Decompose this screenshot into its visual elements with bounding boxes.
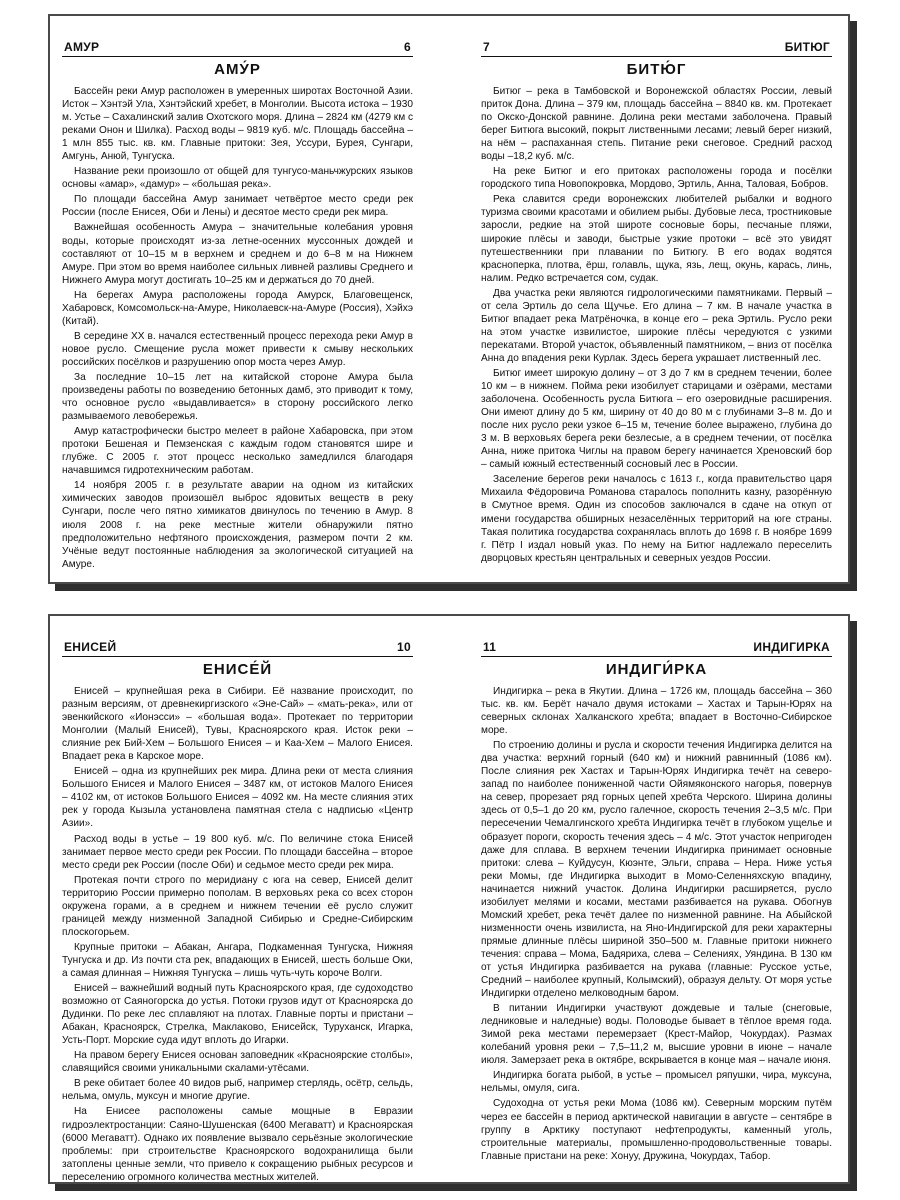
paragraph: На правом берегу Енисея основан заповедник «Красноярские столбы», славящийся своими уникальными скалами-утёсами. [62,1050,413,1075]
paragraph: Крупные притоки – Абакан, Ангара, Подкаменная Тунгуска, Нижняя Тунгуска и др. Из почти ста рек, впадающих в Енисей, шесть больше Оки, а самая длинная – Нижняя Тунгуска – лишь чуть-чуть короче Волги. [62,941,413,979]
article-title: АМУ́Р [214,61,261,78]
page-left [62,40,413,574]
book-spread-bottom [48,614,850,1184]
paragraph: Два участка реки являются гидрологическими памятниками. Первый – от села Эртиль до села Щучье. Его длина – 7 км. В начале участка в Битюг впадает река Матрёночка, в конце его – река Эртиль. Русло реки на этом участке извилистое, широкие плёсы чередуются с узкими перекатами. Второй участок, объявленный памятником, – вниз от посёлка Анна до впадения реки Курлак. Здесь берега украшает лиственный лес. [481,287,832,364]
page-left [62,640,413,1183]
paragraph: Река славится среди воронежских любителей рыбалки и водного туризма своими красотами и обилием рыбы. Дубовые леса, тростниковые заросли, редкие на этой широте сосновые боры, песчаные пляжи, широкие плёсы и заводи, быстрые узкие протоки – всё это увидят путешественники при плавании по Битюгу. В его водах водятся красноперка, плотва, ёрш, голавль, щука, язь, лещ, окунь, карась, линь, налим. Редко встречается сом, судак. [481,194,832,284]
page-number: 11 [483,640,497,654]
paragraph: Битюг имеет широкую долину – от 3 до 7 км в среднем течении, более 10 км – в нижнем. Пойма реки изобилует старицами и озёрами, местами заболочена. Особенность русла Битюга – его озеровидные расширения. Они имеют длину до 5 км, ширину от 40 до 80 м с глубинами 3–8 м. До и после них русло реки узкое 6–15 м, течение более выражено, глубина до 3 м. В верховьях берега реки безлесые, а в среднем течении, от посёлка Анна, ниже притока Чиглы на правом берегу начинается Хреновский бор – самый южный естественный сосновый лес в России. [481,367,832,471]
article-title: ИНДИГИ́РКА [605,661,708,678]
paragraph: На берегах Амура расположены города Амурск, Благовещенск, Хабаровск, Комсомольск-на-Амуре, Николаевск-на-Амуре (Россия), Хэйхэ (Китай). [62,289,413,327]
paragraph: В реке обитает более 40 видов рыб, например стерлядь, осётр, сельдь, нельма, омуль, муксун и многие другие. [62,1078,413,1103]
paragraph: На Енисее расположены самые мощные в Евразии гидроэлектростанции: Саяно-Шушенская (6400 Мегаватт) и Красноярская (6000 Мегаватт). Однако их появление вызвало серьёзные экологические проблемы: при строительстве Красноярского водохранилища были затоплены ценные земли, что привело к сокращению рыбных ресурсов и переселению огромного количества местных жителей. [62,1106,413,1183]
article-body [62,85,413,571]
paragraph: Индигирка – река в Якутии. Длина – 1726 км, площадь бассейна – 360 тыс. кв. км. Берёт начало двумя истоками – Хастах и Тарын-Юрях на северных склонах Халканского хребта; впадает в Восточно-Сибирское море. [481,686,832,737]
paragraph: 14 ноября 2005 г. в результате аварии на одном из китайских химических заводов произошёл выброс ядовитых веществ в реку Сунгари, после чего пятно химикатов двинулось по течению в Амур. 8 июля 2008 г. на реке местные жители обнаружили пятно предположительно нефтяного происхождения, размером почти 2 км. Учёные ведут постоянные наблюдения за экологической ситуацией на Амуре. [62,480,413,570]
page-number: 6 [404,40,411,54]
paragraph: Индигирка богата рыбой, в устье – промысел ряпушки, чира, муксуна, нельмы, омуля, сига. [481,1070,832,1095]
page-number: 7 [483,40,490,54]
book-spread-top [48,14,850,584]
article-body [481,685,832,1163]
paragraph: Битюг – река в Тамбовской и Воронежской областях России, левый приток Дона. Длина – 379 км, площадь бассейна – 8840 кв. км. Протекает по Окско-Донской равнине. Долина реки местами заболочена. Правый берег Битюга высокий, покрыт лиственными лесами; левый берег низкий, на нём – распаханная степь. Питание реки снеговое. Средний расход воды –18,2 куб. м/с. [481,86,832,163]
paragraph: По строению долины и русла и скорости течения Индигирка делится на два участка: верхний горный (640 км) и нижний равнинный (1086 км). После слияния рек Хастах и Тарын-Юрях Индигирка течёт на северо-запад по наиболее пониженной части Ойямяконского нагорья, повернув на север, прорезает ряд горных цепей хребта Черского. Ширина долины здесь от 0,5–1 до 20 км, русло галечное, скорость течения 2–3,5 м/с. При пересечении Чемалгинского хребта Индигирка течёт в глубоком ущелье и образует пороги, скорость течения здесь – 4 м/с. Этот участок непригоден даже для сплава. В верхнем течении Индигирка принимает основные притоки: слева – Куйдусун, Кюэнте, Эльги, справа – Нера. Ниже устья реки Момы, где Индигирка выходит в Момо-Селенняхскую впадину, начинается нижний участок. Долина Индигирки расширяется, русло изобилует мелями и косами, местами разбивается на рукава. Обогнув Момский хребет, река течёт далее по низменной равнине. На Абыйской низменности очень извилиста, на Яно-Индигирской для реки характерны прямые длинные плёсы шириной 350–500 м. Главные притоки нижнего течения: справа – Мома, Бадяриха, слева – Селениях, Уяндина. В 130 км от устья Индигирка разбивается на рукава (главные: Русское устье, Средний – наиболее крупный, Колымский), образуя дельту. От моря устье Индигирки отделено мелководным баром. [481,740,832,1000]
page-number: 10 [397,640,411,654]
paragraph: Протекая почти строго по меридиану с юга на север, Енисей делит территорию России примерно пополам. В верховьях река со всех сторон окружена горами, а в среднем и нижнем течении её русло служит границей между низменной Западной Сибирью и Средне-Сибирским плоскогорьем. [62,874,413,938]
paragraph: Название реки произошло от общей для тунгусо-маньчжурских языков основы «амар», «дамур» – «большая река». [62,166,413,191]
article-title: ЕНИСЕ́Й [202,661,273,678]
article-body [62,685,413,1184]
running-header [481,640,832,657]
running-header [62,640,413,657]
paragraph: Бассейн реки Амур расположен в умеренных широтах Восточной Азии. Исток – Хэнтэй Ула, Хэнтэйский хребет, в Монголии. Высота истока – 1930 м. Устье – Сахалинский залив Охотского моря. Длина – 2824 км (4279 км с реками Онон и Шилка). Расход воды – 9819 куб. м/с. Площадь бассейна – 1 млн 855 тыс. кв. км. Главные притоки: Зея, Уссури, Бурея, Сунгари, Амгунь, Анюй, Тунгуска. [62,86,413,163]
running-header-title: ИНДИГИРКА [753,640,830,654]
paragraph: За последние 10–15 лет на китайской стороне Амура была произведены работы по возведению бетонных дамб, это приводит к тому, что основное русло «выдавливается» в сторону российского легко размываемого левобережья. [62,371,413,423]
page-right [481,40,832,574]
paragraph: Амур катастрофически быстро мелеет в районе Хабаровска, при этом протоки Бешеная и Пемзенская с каждым годом становятся шире и глубже. С 2005 г. этот процесс несколько замедлился благодаря начавшимся гидротехническим работам. [62,426,413,477]
running-header [481,40,832,57]
paragraph: На реке Битюг и его притоках расположены города и посёлки городского типа Новопокровка, Мордово, Эртиль, Анна, Таловая, Бобров. [481,166,832,191]
running-header-title: ЕНИСЕЙ [64,640,117,654]
paragraph: Важнейшая особенность Амура – значительные колебания уровня воды, которые происходят из-за летне-осенних муссонных дождей и составляют от 10–15 м в верхнем и среднем и до 6–8 м на Нижнем Амуре. При этом во время наиболее сильных ливней разливы Среднего и Нижнего Амура могут достигать 10–25 км и держаться до 70 дней. [62,222,413,286]
paragraph: Судоходна от устья реки Мома (1086 км). Северным морским путём через ее бассейн в период арктической навигации в августе – сентябре в группу в Арктику поступают нефтепродукты, каменный уголь, строительные материалы, промышленно-продовольственные товары. Главные пристани на реке: Хонуу, Дружина, Чокурдах, Табор. [481,1098,832,1162]
running-header-title: БИТЮГ [784,40,830,54]
paragraph: Енисей – важнейший водный путь Красноярского края, где судоходство возможно от Саяногорска до устья. Потоки грузов идут от Красноярска до Дудинки. По реке лес сплавляют на плотах. Главные порты и пристани – Абакан, Красноярск, Стрелка, Маклаково, Енисейск, Туруханск, Игарка, Усть-Порт. Морские суда идут вплоть до Игарки. [62,983,413,1047]
paragraph: В середине XX в. начался естественный процесс перехода реки Амур в новое русло. Смещение русла может привести к смыву нескольких российских посёлков и разрушению опор моста через Амур. [62,330,413,368]
paragraph: Заселение берегов реки началось с 1613 г., когда правительство царя Михаила Фёдоровича Романова старалось пополнить казну, разорённую в Смутное время. Один из способов заключался в сдаче на откуп от имени государства обширных незаселённых территорий на юге страны. Такая политика государства сохранялась вплоть до 1698 г. В ноябре 1699 г. Пётр I издал новый указ. По нему на Битюг надлежало переселить дворцовых крестьян центральных и северных уездов России. [481,474,832,564]
article-body [481,85,832,565]
article-title: БИТЮ́Г [626,61,687,78]
paragraph: Енисей – одна из крупнейших рек мира. Длина реки от места слияния Большого Енисея и Малого Енисея – 3487 км, от истоков Малого Енисея – 4102 км, от истоков Большого Енисея – 4092 км. На месте слияния этих рек у города Кызыла установлена памятная стела с надписью «Центр Азии». [62,766,413,830]
paragraph: По площади бассейна Амур занимает четвёртое место среди рек России (после Енисея, Оби и Лены) и десятое место среди рек мира. [62,194,413,219]
page-right [481,640,832,1174]
paragraph: Енисей – крупнейшая река в Сибири. Её название происходит, по разным версиям, от древнекиргизского «Эне-Сай» – «мать-река», или от эвенкийского «Ионэсси» – «большая вода». Протекает по территории Монголии (Малый Енисей), Тувы, Красноярского края. Исток реки – слияние рек Бий-Хем – Большого Енисея – и Каа-Хем – Малого Енисея. Впадает река в Карское море. [62,686,413,763]
paragraph: В питании Индигирки участвуют дождевые и талые (снеговые, ледниковые и наледные) воды. Половодье бывает в тёплое время года. Зимой река местами перемерзает (Крест-Майор, Чокурдах). Размах колебаний уровня реки – 7,5–11,2 м, высшие уровни в июне – начале июля. Замерзает река в октябре, вскрывается в конце мая – начале июня. [481,1003,832,1067]
paragraph: Расход воды в устье – 19 800 куб. м/с. По величине стока Енисей занимает первое место среди рек России. По площади бассейна – второе место среди рек России (после Оби) и седьмое место среди рек мира. [62,833,413,871]
running-header-title: АМУР [64,40,100,54]
running-header [62,40,413,57]
